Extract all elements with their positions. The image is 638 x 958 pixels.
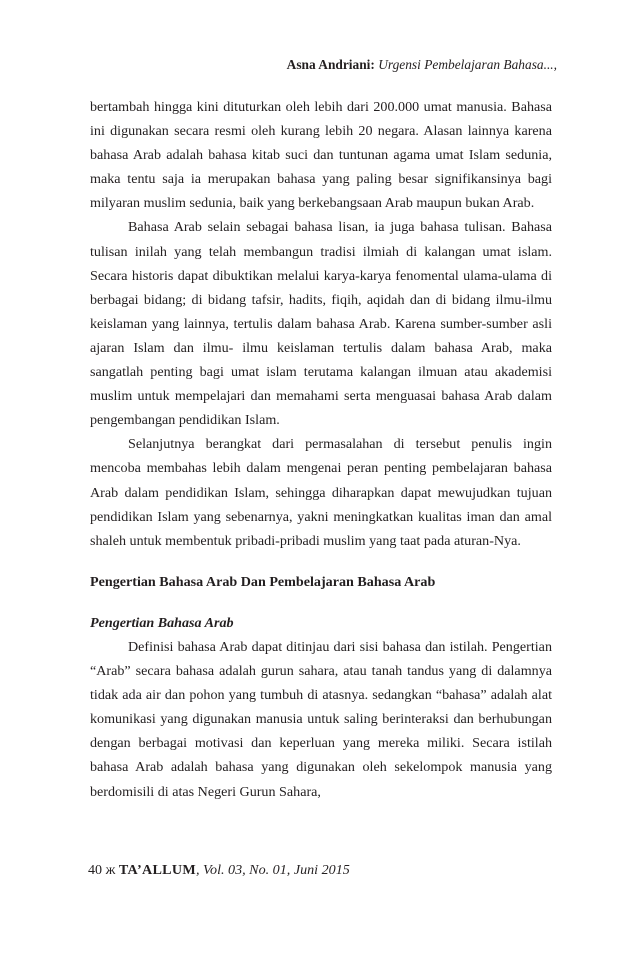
- section-heading: Pengertian Bahasa Arab Dan Pembelajaran Bahasa Arab: [90, 573, 436, 590]
- header-author: Asna Andriani:: [286, 57, 375, 72]
- page-footer: [88, 862, 350, 879]
- journal-name: TA’ALLUM: [118, 862, 196, 878]
- body-paragraph: bertambah hingga kini dituturkan oleh lebih dari 200.000 umat manusia. Bahasa ini digunakan secara resmi oleh kurang lebih 20 negara. Alasan lainnya karena bahasa Arab adalah bahasa kitab suci dan tuntunan agama umat Islam sedunia, maka tentu saja ia merupakan bahasa yang paling besar signifikansinya bagi milyaran muslim sedunia, baik yang berkebangsaan Arab maupun bukan Arab.: [90, 99, 552, 212]
- body-paragraph: Bahasa Arab selain sebagai bahasa lisan, ia juga bahasa tulisan. Bahasa tulisan inilah yang telah membangun tradisi ilmiah di kalangan umat islam. Secara historis dapat dibuktikan melalui karya-karya fenomental ulama-ulama di berbagai bidang; di bidang tafsir, hadits, fiqih, aqidah dan di bidang ilmu-ilmu keislaman yang lainnya, tertulis dalam bahasa Arab. Karena sumber-sumber asli ajaran Islam dan ilmu- ilmu keislaman tertulis dalam bahasa Arab, maka sangatlah penting bagi umat islam terutama kalangan ilmuan atau akademisi muslim untuk mempelajari dan memahami serta menguasai bahasa Arab dalam pengembangan pendidikan Islam.: [90, 219, 552, 429]
- subsection-heading: Pengertian Bahasa Arab: [90, 614, 234, 631]
- journal-volume: , Vol. 03, No. 01, Juni 2015: [195, 862, 350, 878]
- body-paragraph: Selanjutnya berangkat dari permasalahan di tersebut penulis ingin mencoba membahas lebih dalam mengenai peran penting pembelajaran bahasa Arab dalam pendidikan Islam, sehingga diharapkan dapat mewujudkan tujuan pendidikan Islam yang sebenarnya, yakni meningkatkan kualitas iman dan amal shaleh untuk membentuk pribadi-pribadi muslim yang taat pada aturan-Nya.: [90, 436, 552, 549]
- article-body: [90, 95, 552, 804]
- running-header: [287, 57, 557, 73]
- page-number: 40 ж: [88, 862, 116, 878]
- body-paragraph: Definisi bahasa Arab dapat ditinjau dari sisi bahasa dan istilah. Pengertian “Arab” secara bahasa adalah gurun sahara, atau tanah tandus yang di dalamnya tidak ada air dan pohon yang tumbuh di atasnya. sedangkan “bahasa” adalah alat komunikasi yang digunakan manusia untuk saling berinteraksi dan berhubungan dengan berbagai motivasi dan keperluan yang mereka miliki. Secara istilah bahasa Arab adalah bahasa yang digunakan oleh sekelompok manusia yang berdomisili di atas Negeri Gurun Sahara,: [90, 638, 552, 800]
- header-title: Urgensi Pembelajaran Bahasa...,: [378, 57, 557, 72]
